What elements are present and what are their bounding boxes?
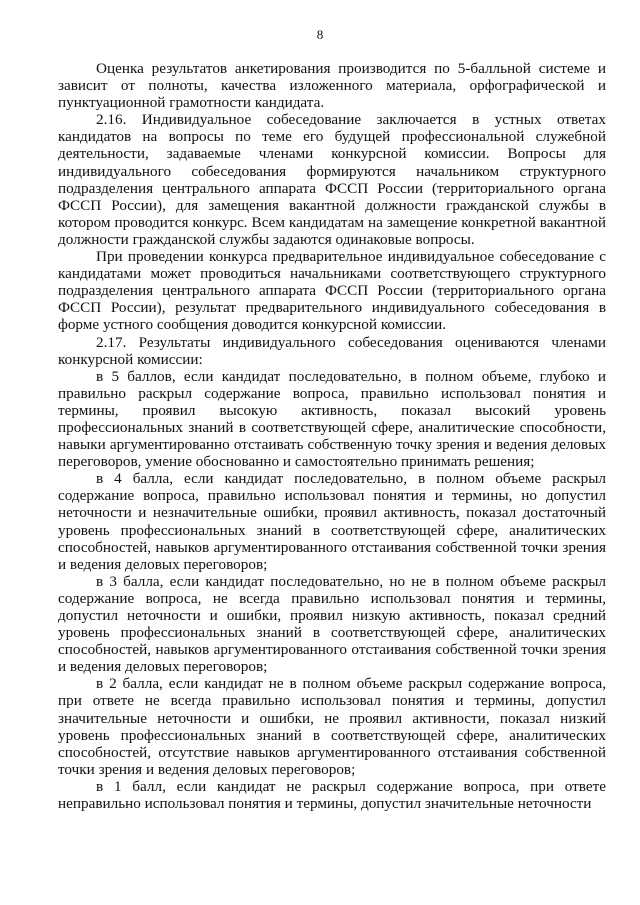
- paragraph-preliminary-interview: При проведении конкурса предварительное индивидуальное собеседование с кандидатами может проводиться начальниками соответствующего структурного подразделения центрального аппарата ФССП России (территориального органа ФССП России), результат предварительного индивидуального собеседования в форме устного сообщения доводится конкурсной комиссии.: [58, 248, 606, 334]
- paragraph-score-1: в 1 балл, если кандидат не раскрыл содержание вопроса, при ответе неправильно использовал понятия и термины, допустил значительные неточности: [58, 777, 606, 813]
- paragraph-2-17-results: 2.17. Результаты индивидуального собеседования оцениваются членами конкурсной комиссии:: [58, 333, 606, 368]
- paragraph-score-5: в 5 баллов, если кандидат последовательно, в полном объеме, глубоко и правильно раскрыл содержание вопроса, правильно использовал понятия и термины, проявил высокую активность, показал высокий уровень профессиональных знаний в соответствующей сфере, аналитические способности, навыки аргументированно отстаивать собственную точку зрения и ведения деловых переговоров, умение обоснованно и самостоятельно принимать решения;: [58, 367, 606, 471]
- paragraph-score-3: в 3 балла, если кандидат последовательно, но не в полном объеме раскрыл содержание вопроса, не всегда правильно использовал понятия и термины, допустил неточности и ошибки, проявил низкую активность, показал средний уровень профессиональных знаний в соответствующей сфере, аналитических способностей, навыков аргументированного отстаивания собственной точки зрения и ведения деловых переговоров;: [58, 572, 606, 676]
- paragraph-score-4: в 4 балла, если кандидат последовательно, в полном объеме раскрыл содержание вопроса, правильно использовал понятия и термины, но допустил неточности и незначительные ошибки, проявил активность, показал достаточный уровень профессиональных знаний в соответствующей сфере, аналитических способностей, навыков аргументированного отстаивания собственной точки зрения и ведения деловых переговоров;: [58, 470, 606, 573]
- paragraph-score-2: в 2 балла, если кандидат не в полном объеме раскрыл содержание вопроса, при ответе не всегда правильно использовал понятия и термины, допустил значительные неточности и ошибки, не проявил активности, показал низкий уровень профессиональных знаний в соответствующей сфере, аналитических способностей, отсутствие навыков аргументированного отстаивания собственной точки зрения и ведения деловых переговоров;: [58, 675, 606, 778]
- paragraph-2-16-interview: 2.16. Индивидуальное собеседование заключается в устных ответах кандидатов на вопросы по теме его будущей профессиональной служебной деятельности, задаваемые членами конкурсной комиссии. Вопросы для индивидуального собеседования формируются начальником структурного подразделения центрального аппарата ФССП России (территориального органа ФССП России), для замещения вакантной должности гражданской службы в котором проводится конкурс. Всем кандидатам на замещение конкретной вакантной должности гражданской службы задаются одинаковые вопросы.: [58, 111, 606, 248]
- page-number: 8: [316, 27, 324, 42]
- document-body: [58, 60, 606, 812]
- paragraph-survey-evaluation: Оценка результатов анкетирования производится по 5-балльной системе и зависит от полноты, качества изложенного материала, орфографической и пунктуационной грамотности кандидата.: [58, 60, 606, 112]
